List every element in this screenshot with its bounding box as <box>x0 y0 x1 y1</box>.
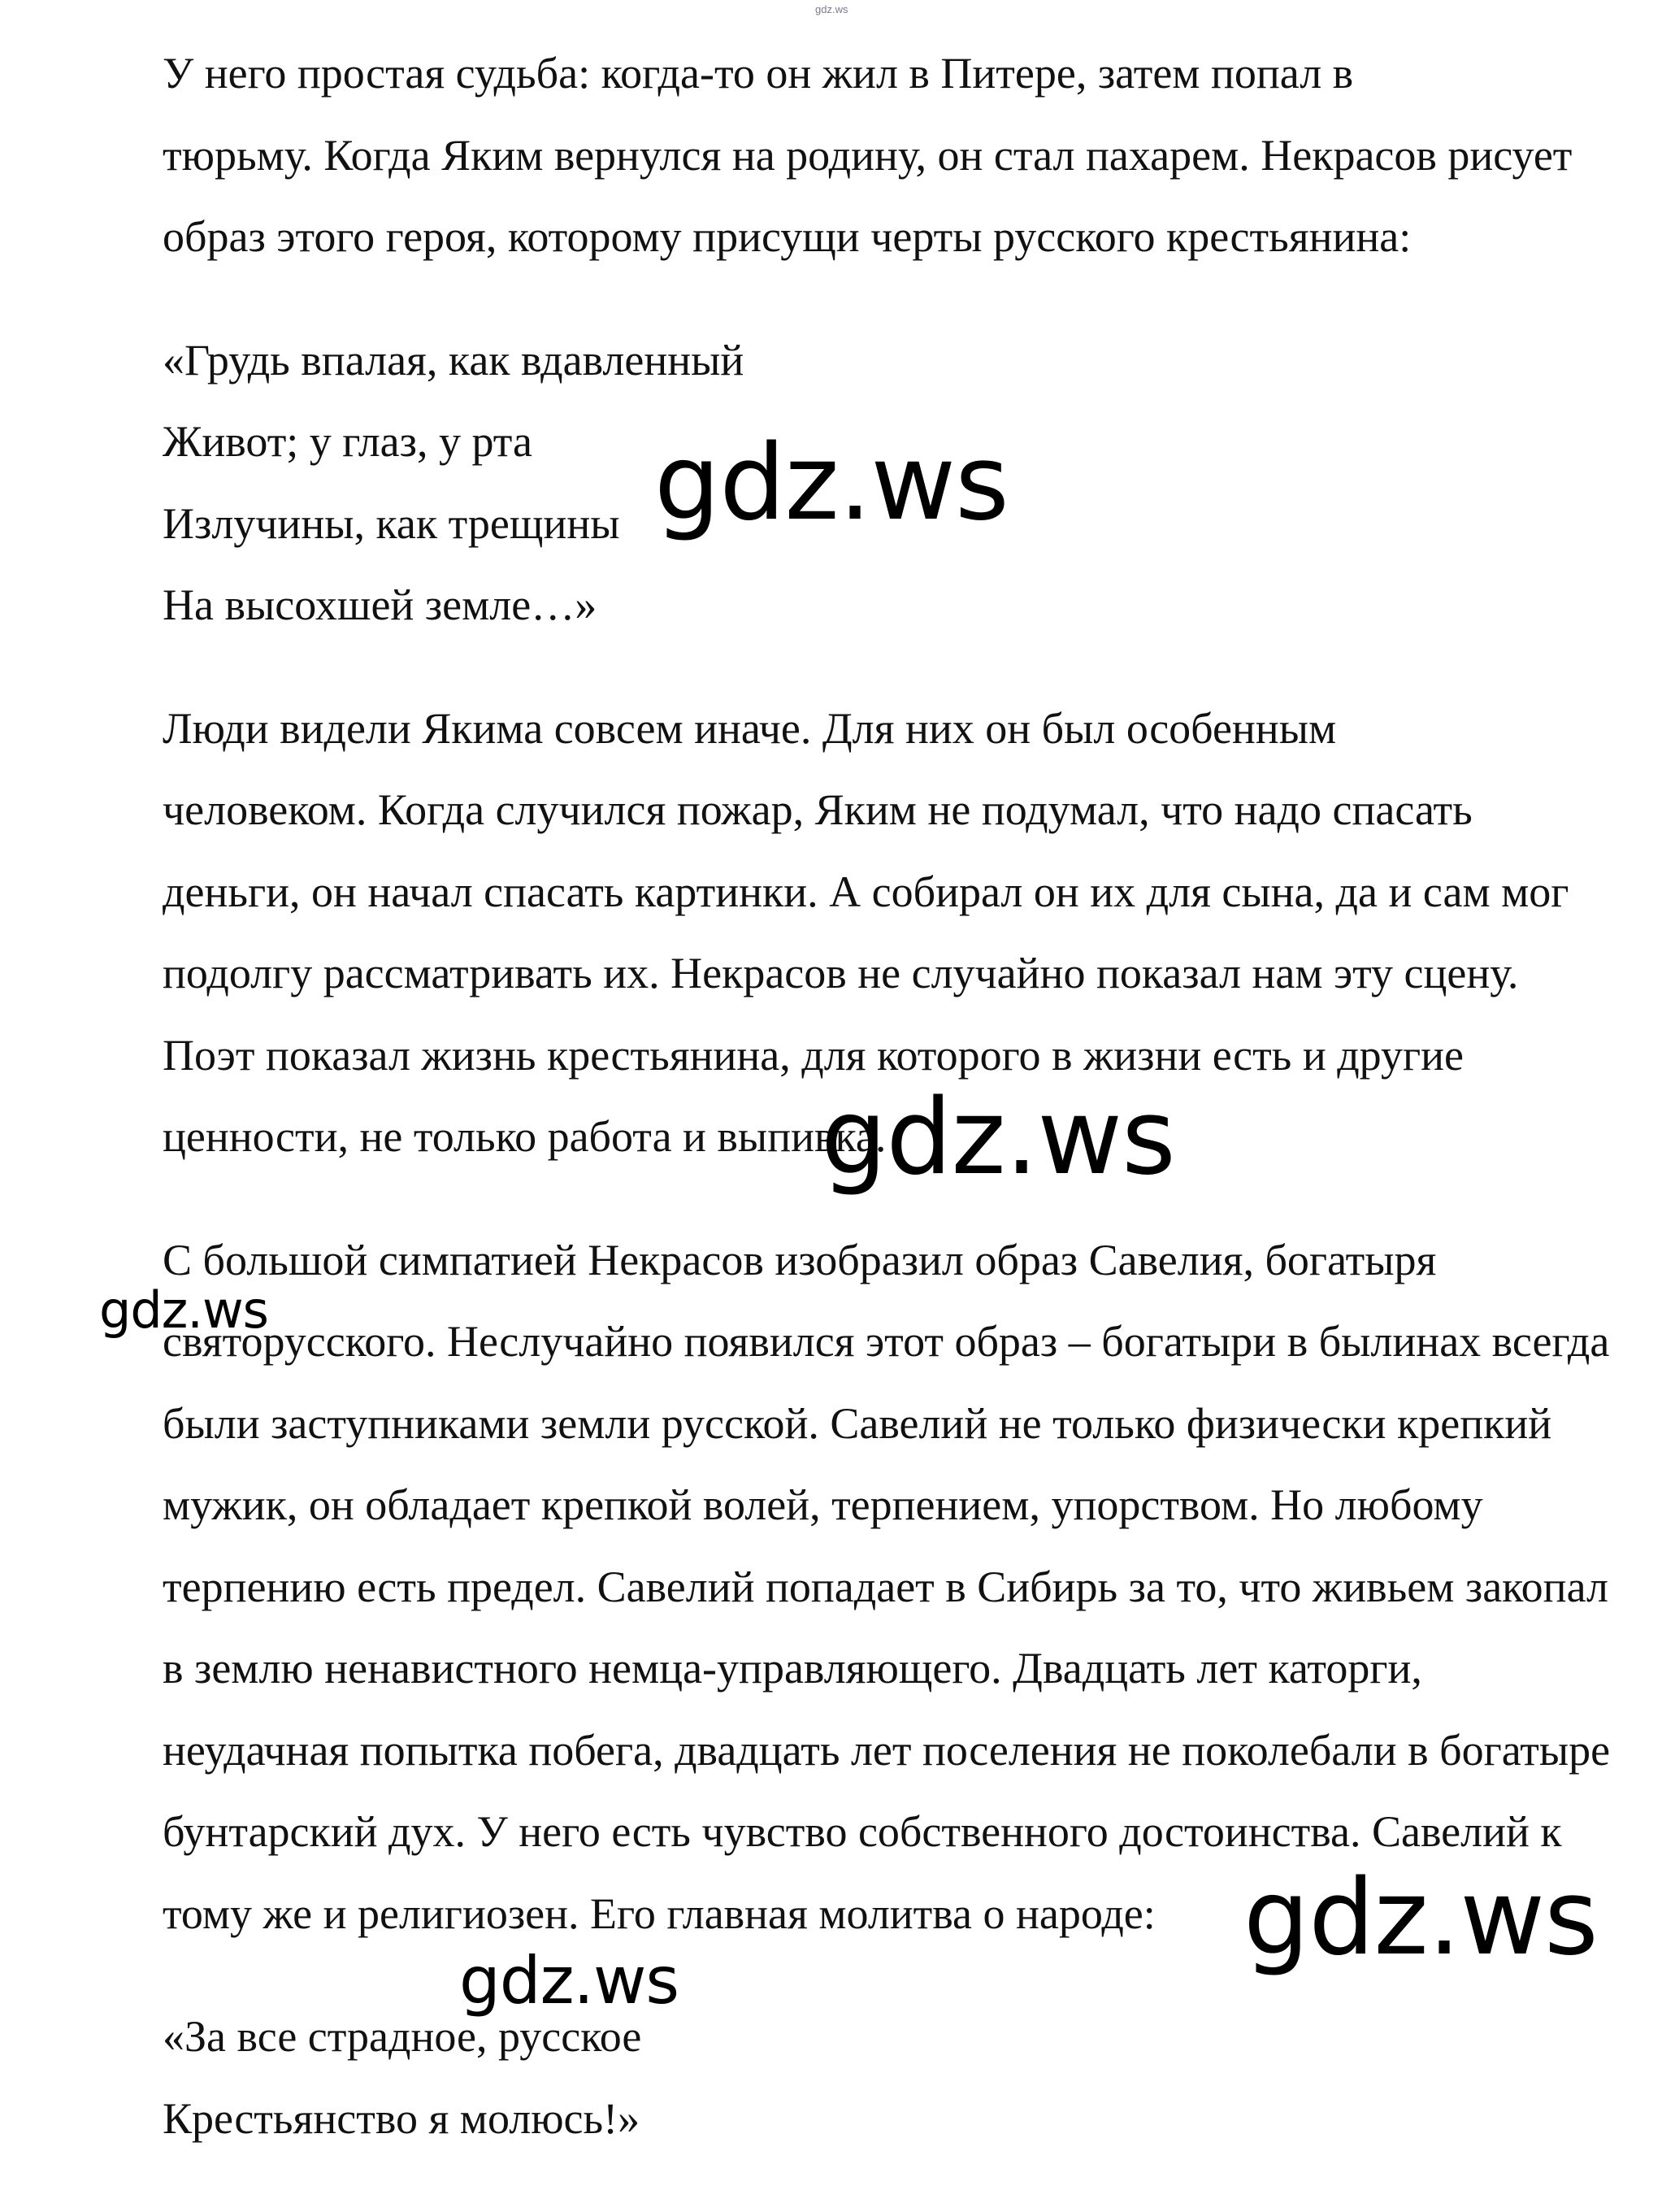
text-line: тюрьму. Когда Яким вернулся на родину, он стал пахарем. Некрасов рисует <box>163 130 1573 180</box>
text-line: были заступниками земли русской. Савелий не только физически крепкий <box>163 1398 1552 1448</box>
watermark-logo: gdz.ws <box>459 1943 679 2019</box>
text-line: ценности, не только работа и выпивка. <box>163 1112 887 1161</box>
text-line: образ этого героя, которому присущи черты русского крестьянина: <box>163 212 1412 261</box>
verse-line: «Грудь впалая, как вдавленный <box>163 335 744 385</box>
quote-2 <box>42 1996 1635 2159</box>
text-line: святорусского. Неслучайно появился этот образ – богатыри в былинах всегда <box>163 1317 1610 1366</box>
text-line: деньги, он начал спасать картинки. А собирал он их для сына, да и сам мог <box>163 867 1569 916</box>
watermark-logo: gdz.ws <box>99 1280 268 1340</box>
watermark-logo: gdz.ws <box>654 423 1009 544</box>
text-line: неудачная попытка побега, двадцать лет поселения не поколебали в богатыре <box>163 1725 1611 1775</box>
text-line: бунтарский дух. У него есть чувство собственного достоинства. Савелий к <box>163 1807 1562 1856</box>
verse-line: «За все страдное, русское <box>163 2012 642 2061</box>
text-line: Люди видели Якима совсем иначе. Для них он был особенным <box>163 703 1337 753</box>
header-watermark: gdz.ws <box>815 3 848 15</box>
watermark-logo: gdz.ws <box>1243 1858 1598 1979</box>
paragraph-3 <box>42 1219 1635 1955</box>
text-line: подолгу рассматривать их. Некрасов не случайно показал нам эту сцену. <box>163 949 1519 997</box>
text-line: мужик, он обладает крепкой волей, терпением, упорством. Но любому <box>163 1480 1483 1529</box>
text-line: У него простая судьба: когда-то он жил в Питере, затем попал в <box>163 49 1354 98</box>
paragraph-1 <box>42 33 1635 278</box>
verse-line: Крестьянство я молюсь!» <box>163 2093 640 2143</box>
text-line: в землю ненавистного немца-управляющего. Двадцать лет каторги, <box>163 1644 1422 1693</box>
text-line: человеком. Когда случился пожар, Яким не подумал, что надо спасать <box>163 785 1473 834</box>
verse-line: На высохшей земле…» <box>163 580 597 629</box>
text-line: Поэт показал жизнь крестьянина, для которого в жизни есть и другие <box>163 1030 1464 1080</box>
text-line: С большой симпатией Некрасов изобразил образ Савелия, богатыря <box>163 1235 1437 1284</box>
text-line: тому же и религиозен. Его главная молитва о народе: <box>163 1888 1156 1938</box>
verse-line: Живот; у глаз, у рта <box>163 417 532 466</box>
watermark-logo: gdz.ws <box>821 1077 1175 1198</box>
text-line: терпению есть предел. Савелий попадает в Сибирь за то, что живьем закопал <box>163 1562 1608 1611</box>
verse-line: Излучины, как трещины <box>163 498 620 548</box>
